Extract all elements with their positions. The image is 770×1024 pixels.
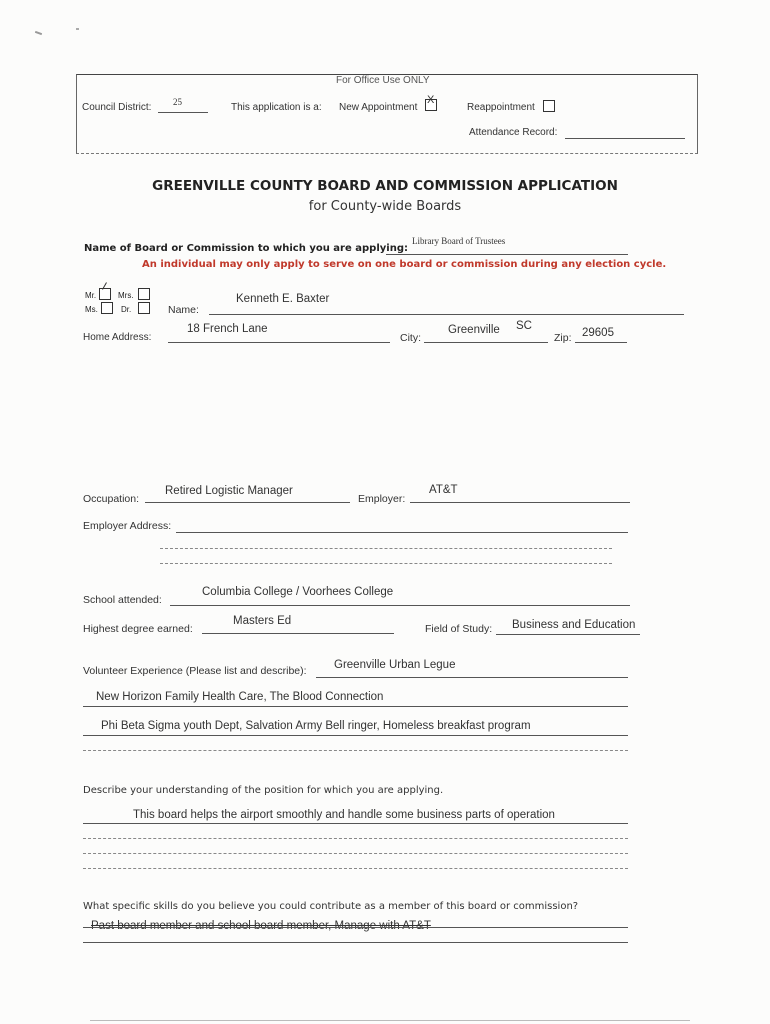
council-district-line — [158, 112, 208, 113]
city-label: City: — [400, 332, 421, 344]
zip-label: Zip: — [554, 332, 572, 344]
skills-answer[interactable]: Past board member and school board member, Manage with AT&T — [91, 920, 431, 932]
city-value[interactable]: Greenville — [448, 324, 500, 336]
degree-value[interactable]: Masters Ed — [233, 615, 292, 627]
one-board-notice: An individual may only apply to serve on one board or commission during any election cycle. — [142, 259, 667, 270]
occupation-label: Occupation: — [83, 493, 140, 505]
board-label: Name of Board or Commission to which you are applying: — [84, 243, 408, 254]
application-type-label: This application is a: — [231, 102, 322, 113]
council-district-value[interactable]: 25 — [173, 97, 182, 107]
dr-checkbox[interactable] — [138, 302, 150, 314]
board-line — [386, 254, 628, 255]
volunteer-line-1-value[interactable]: Greenville Urban Legue — [334, 659, 456, 671]
mrs-checkbox[interactable] — [138, 288, 150, 300]
skills-line-1 — [83, 927, 628, 928]
name-line — [209, 314, 684, 315]
scan-speck — [35, 31, 42, 35]
name-label: Name: — [168, 304, 199, 316]
employer-line — [410, 502, 630, 503]
ms-checkbox[interactable] — [101, 302, 113, 314]
occupation-value[interactable]: Retired Logistic Manager — [165, 485, 293, 497]
zip-value[interactable]: 29605 — [582, 327, 614, 339]
scan-speck — [76, 28, 79, 30]
skills-line-2 — [83, 942, 628, 943]
field-of-study-line — [496, 634, 640, 635]
home-address-line — [168, 342, 390, 343]
council-district-label: Council District: — [82, 102, 152, 113]
mr-label: Mr. — [85, 291, 97, 300]
understanding-line-3 — [83, 853, 628, 854]
field-of-study-value[interactable]: Business and Education — [512, 619, 636, 631]
employer-address-line-3 — [160, 563, 612, 564]
degree-line — [202, 633, 394, 634]
school-label: School attended: — [83, 594, 162, 606]
attendance-record-label: Attendance Record: — [469, 127, 558, 138]
understanding-line-4 — [83, 868, 628, 869]
volunteer-line-2 — [83, 706, 628, 707]
understanding-line-2 — [83, 838, 628, 839]
mr-checkbox[interactable] — [99, 288, 111, 300]
school-value[interactable]: Columbia College / Voorhees College — [202, 586, 394, 598]
new-appointment-mark: X — [427, 94, 435, 106]
employer-value[interactable]: AT&T — [429, 484, 458, 496]
zip-line — [575, 342, 627, 343]
office-use-header: For Office Use ONLY — [336, 75, 430, 86]
board-value[interactable]: Library Board of Trustees — [412, 236, 506, 246]
volunteer-line-1 — [316, 677, 628, 678]
volunteer-line-3 — [83, 735, 628, 736]
field-of-study-label: Field of Study: — [425, 623, 493, 635]
volunteer-line-4 — [83, 750, 628, 751]
name-value[interactable]: Kenneth E. Baxter — [236, 293, 330, 305]
understanding-question: Describe your understanding of the position for which you are applying. — [83, 785, 444, 796]
home-address-value[interactable]: 18 French Lane — [187, 323, 268, 335]
dr-label: Dr. — [121, 305, 132, 314]
reappointment-checkbox[interactable] — [543, 100, 555, 112]
degree-label: Highest degree earned: — [83, 623, 193, 635]
employer-address-line-1 — [176, 532, 628, 533]
mrs-label: Mrs. — [118, 291, 134, 300]
page-bottom-edge — [90, 1020, 690, 1021]
reappointment-label: Reappointment — [467, 102, 535, 113]
home-address-label: Home Address: — [83, 332, 152, 343]
understanding-answer[interactable]: This board helps the airport smoothly and handle some business parts of operation — [133, 809, 555, 821]
volunteer-line-2-value[interactable]: New Horizon Family Health Care, The Blood Connection — [96, 691, 384, 703]
understanding-line-1 — [83, 823, 628, 824]
form-subtitle: for County-wide Boards — [308, 199, 462, 214]
city-line — [424, 342, 548, 343]
employer-address-line-2 — [160, 548, 612, 549]
school-line — [170, 605, 630, 606]
new-appointment-label: New Appointment — [339, 102, 418, 113]
office-use-box — [76, 74, 698, 154]
occupation-line — [145, 502, 350, 503]
employer-label: Employer: — [358, 493, 406, 505]
volunteer-line-3-value[interactable]: Phi Beta Sigma youth Dept, Salvation Army Bell ringer, Homeless breakfast program — [101, 720, 531, 732]
employer-address-label: Employer Address: — [83, 520, 172, 532]
skills-question: What specific skills do you believe you could contribute as a member of this board or commission? — [83, 901, 579, 912]
state-value[interactable]: SC — [516, 320, 532, 332]
form-title: GREENVILLE COUNTY BOARD AND COMMISSION APPLICATION — [152, 178, 618, 194]
attendance-record-line — [565, 138, 685, 139]
ms-label: Ms. — [85, 305, 98, 314]
volunteer-label: Volunteer Experience (Please list and describe): — [83, 665, 307, 677]
